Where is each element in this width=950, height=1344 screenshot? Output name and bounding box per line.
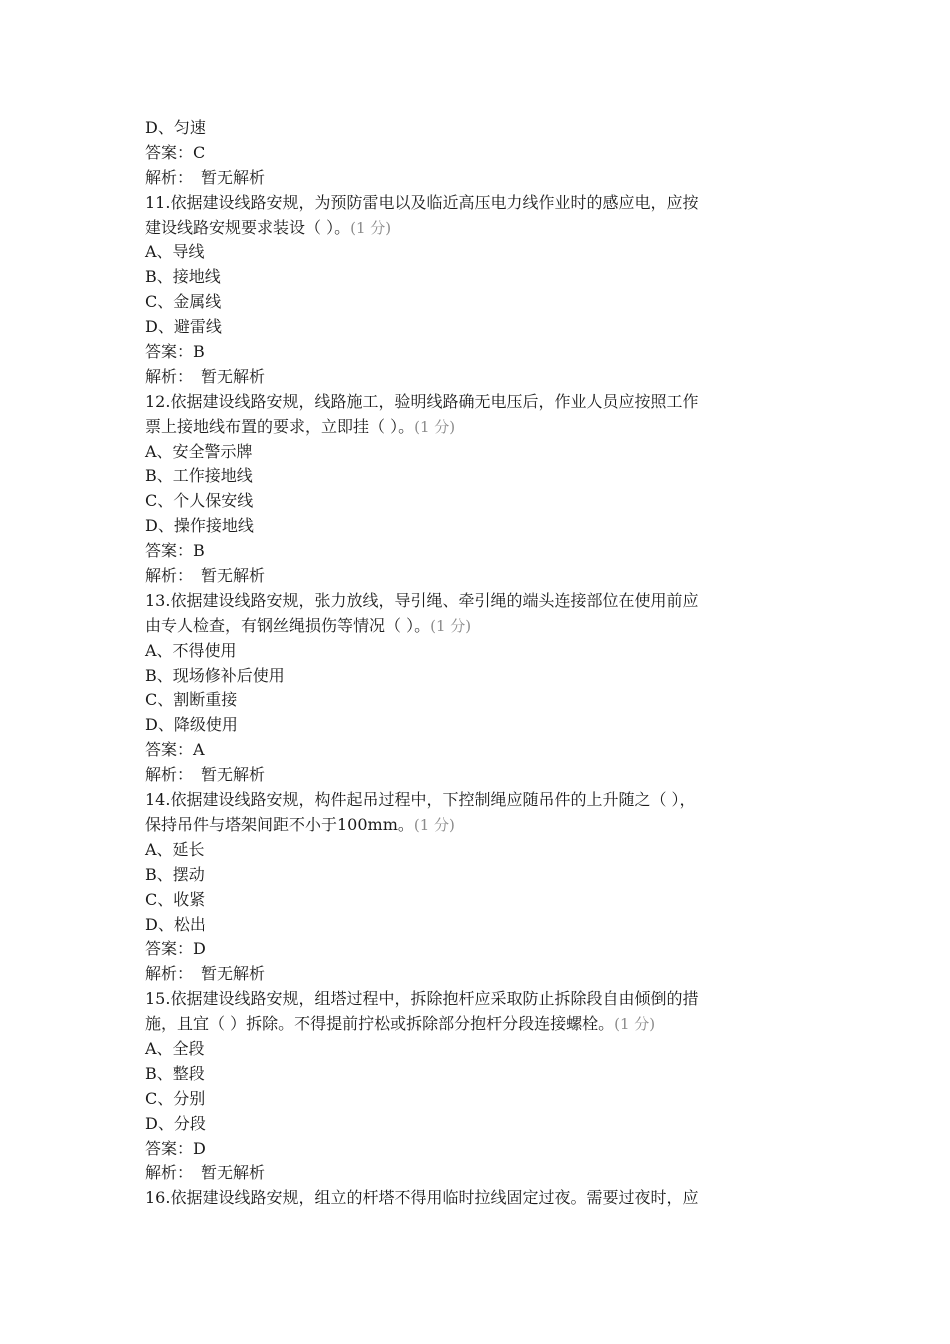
question-text-line-2: 保持吊件与塔架间距不小于100mm。 [145, 814, 414, 834]
option-b: B、接地线 [145, 267, 221, 287]
option-c: C、收紧 [145, 889, 206, 909]
answer: 答案：B [145, 342, 205, 362]
question-score: (1 分) [413, 815, 455, 834]
option-d: D、分段 [145, 1113, 206, 1133]
answer: 答案：B [145, 541, 205, 561]
option-b: B、工作接地线 [145, 466, 253, 486]
analysis: 解析： 暂无解析 [145, 566, 266, 586]
question-score: (1 分) [350, 218, 392, 237]
option-a: A、全段 [145, 1038, 205, 1058]
option-d: D、降级使用 [145, 715, 238, 735]
question-block-14 [145, 788, 810, 987]
question-block-15 [145, 987, 810, 1186]
question-text-line-2: 票上接地线布置的要求，立即挂（ ）。 [145, 416, 415, 436]
option-b: B、现场修补后使用 [145, 665, 285, 685]
analysis: 解析： 暂无解析 [145, 765, 266, 785]
question-16-text-line-1: 16.依据建设线路安规，组立的杆塔不得用临时拉线固定过夜。需要过夜时，应 [145, 1188, 699, 1208]
lead-option-d: D、匀速 [145, 118, 206, 137]
question-text-line-1: 14.依据建设线路安规，构件起吊过程中，下控制绳应随吊件的上升随之（ ）， [145, 790, 696, 810]
analysis: 解析： 暂无解析 [145, 366, 266, 386]
answer: 答案：D [145, 939, 206, 959]
question-block-12 [145, 390, 810, 589]
analysis: 解析： 暂无解析 [145, 964, 266, 984]
option-d: D、避雷线 [145, 317, 222, 337]
option-c: C、分别 [145, 1088, 206, 1108]
question-text-line-1: 13.依据建设线路安规，张力放线，导引绳、牵引绳的端头连接部位在使用前应 [145, 590, 699, 610]
lead-analysis: 解析： 暂无解析 [145, 167, 266, 187]
answer: 答案：D [145, 1138, 206, 1158]
option-c: C、金属线 [145, 292, 222, 312]
option-a: A、不得使用 [145, 640, 237, 660]
question-score: (1 分) [414, 417, 456, 436]
question-score: (1 分) [430, 616, 472, 635]
question-block-13 [145, 589, 810, 788]
question-score: (1 分) [614, 1015, 656, 1034]
question-text-line-1: 11.依据建设线路安规，为预防雷电以及临近高压电力线作业时的感应电，应按 [145, 192, 699, 212]
document-page [145, 116, 810, 1211]
question-text-line-1: 12.依据建设线路安规，线路施工，验明线路确无电压后，作业人员应按照工作 [145, 391, 699, 411]
question-text-line-1: 15.依据建设线路安规，组塔过程中，拆除抱杆应采取防止拆除段自由倾倒的措 [145, 989, 699, 1009]
option-c: C、割断重接 [145, 690, 238, 710]
question-text-line-2: 由专人检查，有钢丝绳损伤等情况（ ）。 [145, 615, 431, 635]
option-b: B、整段 [145, 1063, 205, 1083]
analysis: 解析： 暂无解析 [145, 1163, 266, 1183]
option-a: A、导线 [145, 242, 205, 262]
question-text-line-2: 施，且宜（ ）拆除。不得提前拧松或拆除部分抱杆分段连接螺栓。 [145, 1014, 615, 1034]
option-a: A、安全警示牌 [145, 441, 253, 461]
question-text-line-2: 建设线路安规要求装设（ ）。 [145, 217, 351, 237]
answer: 答案：A [145, 740, 205, 760]
option-c: C、个人保安线 [145, 491, 254, 511]
lead-answer: 答案：C [145, 142, 206, 162]
option-b: B、摆动 [145, 864, 205, 884]
question-block-11 [145, 191, 810, 390]
option-a: A、延长 [145, 839, 205, 859]
option-d: D、操作接地线 [145, 516, 254, 536]
option-d: D、松出 [145, 914, 206, 934]
